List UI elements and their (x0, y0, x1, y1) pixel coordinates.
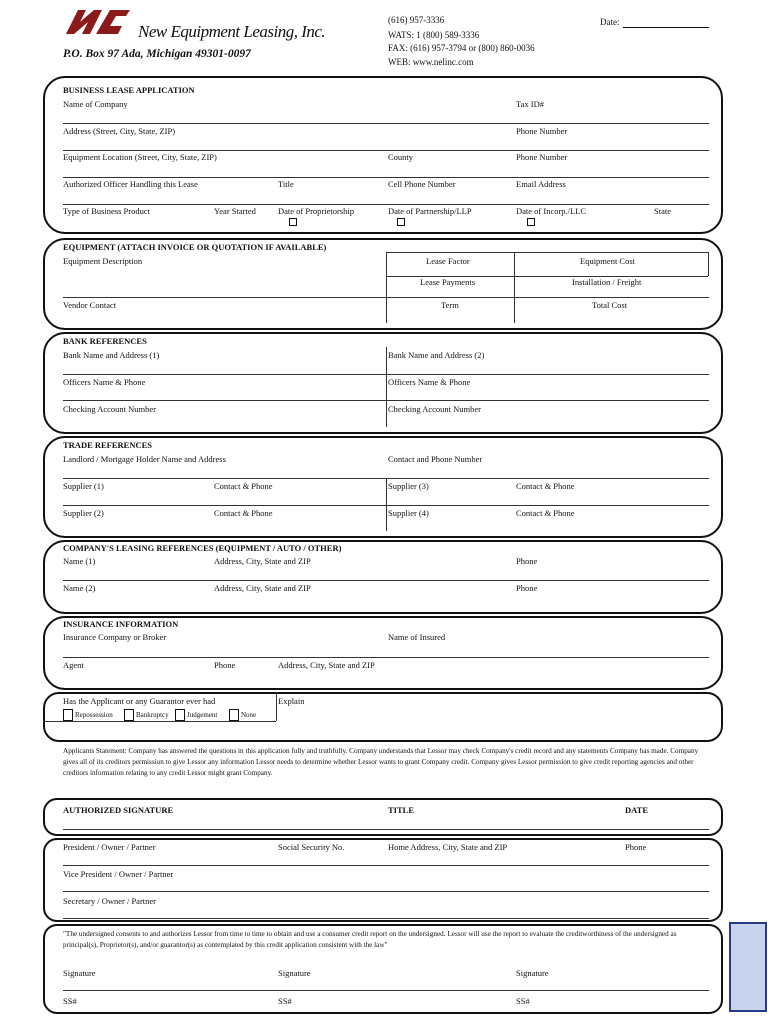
label-date-partner: Date of Partnership/LLP (388, 206, 472, 216)
label-county: County (388, 152, 414, 162)
date-field[interactable] (623, 27, 709, 28)
label-landlord: Landlord / Mortgage Holder Name and Address (63, 454, 226, 464)
leasing-field-1[interactable] (63, 580, 709, 581)
label-signature-2: Signature (278, 968, 311, 978)
bank-title: BANK REFERENCES (63, 336, 147, 346)
header-phone: (616) 957-3336 (388, 15, 445, 25)
label-ssn: Social Security No. (278, 842, 345, 852)
label-officers-2: Officers Name & Phone (388, 377, 471, 387)
label-sig-date: DATE (625, 805, 648, 815)
label-supplier-1: Supplier (1) (63, 481, 104, 491)
label-lease-factor: Lease Factor (426, 256, 470, 266)
company-address: P.O. Box 97 Ada, Michigan 49301-0097 (63, 48, 251, 60)
bank-field-1[interactable] (63, 374, 709, 375)
label-signature-3: Signature (516, 968, 549, 978)
checkbox-none[interactable] (229, 709, 239, 721)
label-address: Address (Street, City, State, ZIP) (63, 126, 176, 136)
label-tax-id: Tax ID# (516, 99, 544, 109)
label-phone: Phone Number (516, 126, 568, 136)
label-vp: Vice President / Owner / Partner (63, 869, 174, 879)
checkbox-proprietorship[interactable] (289, 218, 297, 226)
label-install: Installation / Freight (572, 277, 642, 287)
consent-text: "The undersigned consents to and authorizes Lessor from time to time to obtain and use a consumer credit report on the undersigned. Lessor will use the report to evaluate the creditworthiness of the undersigned as principal(s), Proprietor(s), and/or guarantor(s) as contemplated by this credit application consistent with the law" (63, 930, 677, 949)
label-equip-desc: Equipment Description (63, 256, 143, 266)
label-addr-2: Address, City, State and ZIP (214, 583, 311, 593)
secretary-field[interactable] (63, 918, 709, 919)
authorized-signature-field[interactable] (63, 829, 709, 830)
label-repossession: Repossession (75, 711, 113, 719)
label-contact-3: Contact & Phone (516, 481, 575, 491)
insurance-field[interactable] (63, 657, 709, 658)
equipment-title: EQUIPMENT (ATTACH INVOICE OR QUOTATION IF AVAILABLE) (63, 242, 327, 252)
label-insurance-address: Address, City, State and ZIP (278, 660, 375, 670)
label-officer-title: Title (278, 179, 294, 189)
header-wats: WATS: 1 (800) 589-3336 (388, 30, 480, 40)
label-checking-1: Checking Account Number (63, 404, 157, 414)
address-field[interactable] (63, 150, 709, 151)
trade-section (43, 436, 723, 538)
label-contact-phone: Contact and Phone Number (388, 454, 483, 464)
label-company-name: Name of Company (63, 99, 128, 109)
label-leasing-phone-1: Phone (516, 556, 538, 566)
label-ss-3: SS# (516, 996, 530, 1006)
label-contact-1: Contact & Phone (214, 481, 273, 491)
label-officers-1: Officers Name & Phone (63, 377, 146, 387)
label-supplier-2: Supplier (2) (63, 508, 104, 518)
label-bankruptcy: Bankruptcy (136, 711, 169, 719)
label-term: Term (441, 300, 459, 310)
label-officer: Authorized Officer Handling this Lease (63, 179, 198, 189)
signature-field[interactable] (63, 990, 709, 991)
label-supplier-3: Supplier (3) (388, 481, 429, 491)
label-equip-cost: Equipment Cost (580, 256, 636, 266)
company-name: New Equipment Leasing, Inc. (138, 22, 326, 41)
label-home-address: Home Address, City, State and ZIP (388, 842, 508, 852)
label-phone-2: Phone Number (516, 152, 568, 162)
label-contact-4: Contact & Phone (516, 508, 575, 518)
label-signature-1: Signature (63, 968, 96, 978)
applicants-statement: Applicants Statement: Company has answered the questions in this application fully and truthfully. Company understands that Lessor may check Company's credit record and any statements Company has made. Company gives all of its creditors permission to give Lessor any information Lessor needs to determine whether Lessor wants to grant Company credit. Company gives Lessor permission to give credit reporting agencies and other creditors information relating to any credit Lessor might grant Company. (63, 747, 699, 777)
leasing-title: COMPANY'S LEASING REFERENCES (EQUIPMENT / AUTO / OTHER) (63, 543, 342, 553)
president-field[interactable] (63, 865, 709, 866)
vp-field[interactable] (63, 891, 709, 892)
label-sig-title: TITLE (388, 805, 414, 815)
label-date-incorp: Date of Incorp./LLC (516, 206, 587, 216)
checkbox-judgement[interactable] (175, 709, 185, 721)
label-leasing-phone-2: Phone (516, 583, 538, 593)
signature-section (43, 798, 723, 836)
equip-desc-field[interactable] (63, 297, 709, 298)
label-cell: Cell Phone Number (388, 179, 456, 189)
label-date-prop: Date of Proprietorship (278, 206, 355, 216)
checkbox-incorporation[interactable] (527, 218, 535, 226)
label-year-started: Year Started (214, 206, 256, 216)
label-judgement: Judgement (187, 711, 218, 719)
label-explain: Explain (278, 696, 305, 706)
label-bank-1: Bank Name and Address (1) (63, 350, 160, 360)
label-name-1: Name (1) (63, 556, 96, 566)
label-product: Type of Business Product (63, 206, 150, 216)
label-agent: Agent (63, 660, 84, 670)
company-logo (60, 4, 140, 40)
label-bank-2: Bank Name and Address (2) (388, 350, 485, 360)
date-label: Date: (600, 17, 620, 27)
label-name-2: Name (2) (63, 583, 96, 593)
insurance-title: INSURANCE INFORMATION (63, 619, 179, 629)
label-addr-1: Address, City, State and ZIP (214, 556, 311, 566)
header-web: WEB: www.nelinc.com (388, 57, 474, 67)
equip-location-field[interactable] (63, 177, 709, 178)
side-tab[interactable] (729, 922, 767, 1012)
label-history-question: Has the Applicant or any Guarantor ever had (63, 696, 216, 706)
business-title: BUSINESS LEASE APPLICATION (63, 85, 195, 95)
label-authorized-signature: AUTHORIZED SIGNATURE (63, 805, 174, 815)
label-none: None (241, 711, 257, 719)
trade-title: TRADE REFERENCES (63, 440, 153, 450)
officers-field[interactable] (63, 400, 709, 401)
label-contact-2: Contact & Phone (214, 508, 273, 518)
label-insured: Name of Insured (388, 632, 446, 642)
label-ss-1: SS# (63, 996, 77, 1006)
label-ss-2: SS# (278, 996, 292, 1006)
checkbox-repossession[interactable] (63, 709, 73, 721)
label-insurance-phone: Phone (214, 660, 236, 670)
checkbox-bankruptcy[interactable] (124, 709, 134, 721)
supplier-field[interactable] (63, 505, 709, 506)
label-supplier-4: Supplier (4) (388, 508, 429, 518)
label-total-cost: Total Cost (592, 300, 628, 310)
label-email: Email Address (516, 179, 566, 189)
officer-field[interactable] (63, 204, 709, 205)
label-sig-phone: Phone (625, 842, 647, 852)
company-name-field[interactable] (63, 123, 709, 124)
header-fax: FAX: (616) 957-3794 or (800) 860-0036 (388, 43, 535, 53)
label-insurance-company: Insurance Company or Broker (63, 632, 167, 642)
label-president: President / Owner / Partner (63, 842, 156, 852)
label-checking-2: Checking Account Number (388, 404, 482, 414)
checkbox-partnership[interactable] (397, 218, 405, 226)
label-state: State (654, 206, 671, 216)
label-lease-payments: Lease Payments (420, 277, 475, 287)
label-vendor: Vendor Contact (63, 300, 117, 310)
label-equip-location: Equipment Location (Street, City, State, ZIP) (63, 152, 217, 162)
label-secretary: Secretary / Owner / Partner (63, 896, 156, 906)
